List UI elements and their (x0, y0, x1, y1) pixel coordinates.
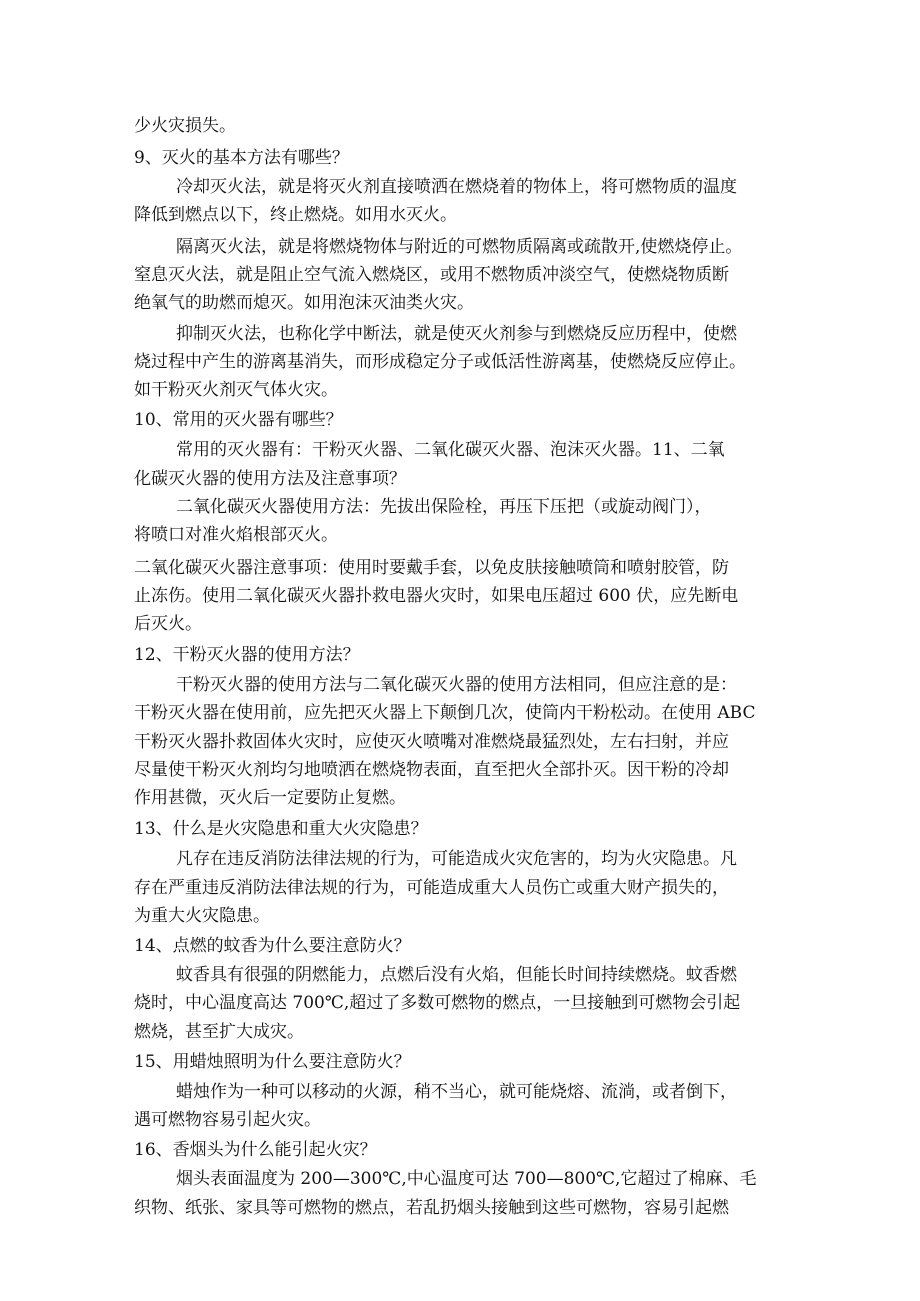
text-line: 化碳灭火器的使用方法及注意事项？ (134, 469, 406, 489)
text-line: 常用的灭火器有：干粉灭火器、二氧化碳灭火器、泡沫灭火器。11、二氧 (176, 440, 725, 460)
text-line: 少火灾损失。 (134, 116, 236, 136)
text-line: 蚊香具有很强的阴燃能力，点燃后没有火焰，但能长时间持续燃烧。蚊香燃 (176, 965, 737, 985)
text-line: 干粉灭火器扑救固体火灾时，应使灭火喷嘴对准燃烧最猛烈处，左右扫射，并应 (134, 732, 729, 752)
text-line: 绝氧气的助燃而熄灭。如用泡沫灭油类火灾。 (134, 293, 474, 313)
question-heading: 12、干粉灭火器的使用方法？ (134, 645, 360, 665)
question-heading: 15、用蜡烛照明为什么要注意防火？ (134, 1052, 411, 1072)
text-line: 降低到燃点以下，终止燃烧。如用水灭火。 (134, 205, 457, 225)
text-line: 凡存在违反消防法律法规的行为，可能造成火灾危害的，均为火灾隐患。凡 (176, 849, 737, 869)
text-line: 隔离灭火法，就是将燃烧物体与附近的可燃物质隔离或疏散开,使燃烧停止。 (176, 237, 743, 257)
text-line: 二氧化碳灭火器使用方法：先拔出保险栓，再压下压把（或旋动阀门）， (176, 497, 712, 517)
text-line: 后灭火。 (134, 614, 202, 634)
text-line: 烟头表面温度为 200—300℃,中心温度可达 700—800℃,它超过了棉麻、毛 (176, 1169, 757, 1189)
text-line: 烧时，中心温度高达 700℃,超过了多数可燃物的燃点，一旦接触到可燃物会引起 (134, 993, 741, 1013)
text-line: 干粉灭火器在使用前，应先把灭火器上下颠倒几次，使筒内干粉松动。在使用 ABC (134, 703, 756, 723)
question-heading: 16、香烟头为什么能引起火灾？ (134, 1140, 377, 1160)
text-line: 尽量使干粉灭火剂均匀地喷洒在燃烧物表面，直至把火全部扑灭。因干粉的冷却 (134, 760, 729, 780)
text-line: 为重大火灾隐患。 (134, 906, 270, 926)
text-line: 存在严重违反消防法律法规的行为，可能造成重大人员伤亡或重大财产损失的， (134, 878, 729, 898)
text-line: 遇可燃物容易引起火灾。 (134, 1110, 321, 1130)
text-line: 抑制灭火法，也称化学中断法，就是使灭火剂参与到燃烧反应历程中，使燃 (176, 324, 737, 344)
question-heading: 10、常用的灭火器有哪些？ (134, 410, 343, 430)
text-line: 二氧化碳灭火器注意事项：使用时要戴手套，以免皮肤接触喷筒和喷射胶管，防 (134, 558, 729, 578)
text-line: 窒息灭火法，就是阻止空气流入燃烧区，或用不燃物质冲淡空气，使燃烧物质断 (134, 265, 729, 285)
text-line: 干粉灭火器的使用方法与二氧化碳灭火器的使用方法相同，但应注意的是： (176, 675, 737, 695)
text-line: 蜡烛作为一种可以移动的火源，稍不当心，就可能烧熔、流淌，或者倒下， (176, 1082, 737, 1102)
text-line: 如干粉灭火剂灭气体火灾。 (134, 380, 338, 400)
question-heading: 14、点燃的蚊香为什么要注意防火？ (134, 936, 411, 956)
text-line: 烧过程中产生的游离基消失，而形成稳定分子或低活性游离基，使燃烧反应停止。 (134, 352, 746, 372)
text-line: 止冻伤。使用二氧化碳灭火器扑救电器火灾时，如果电压超过 600 伏，应先断电 (134, 586, 739, 606)
question-heading: 13、什么是火灾隐患和重大火灾隐患？ (134, 819, 428, 839)
text-line: 冷却灭火法，就是将灭火剂直接喷洒在燃烧着的物体上，将可燃物质的温度 (176, 177, 737, 197)
text-line: 燃烧，甚至扩大成灾。 (134, 1022, 304, 1042)
question-heading: 9、灭火的基本方法有哪些？ (134, 148, 349, 168)
text-line: 织物、纸张、家具等可燃物的燃点，若乱扔烟头接触到这些可燃物，容易引起燃 (134, 1198, 729, 1218)
text-line: 作用甚微，灭火后一定要防止复燃。 (134, 788, 406, 808)
text-line: 将喷口对准火焰根部灭火。 (134, 525, 338, 545)
